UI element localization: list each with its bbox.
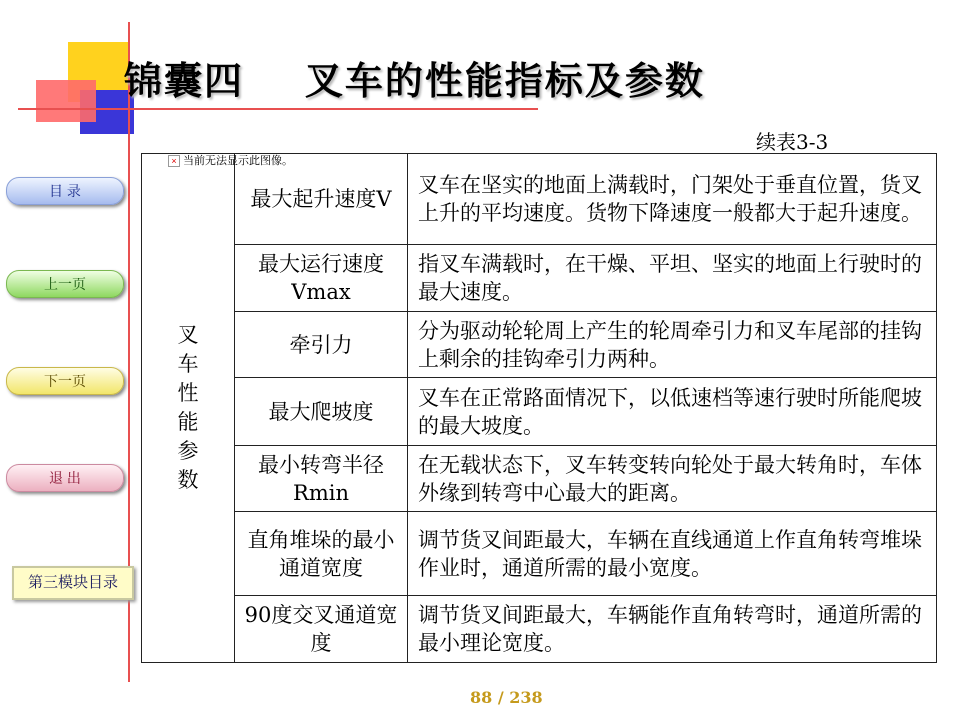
table-row	[142, 312, 937, 378]
param-name: 最大爬坡度	[235, 378, 408, 446]
param-desc: 指叉车满载时，在干燥、平坦、坚实的地面上行驶时的最大速度。	[408, 245, 937, 312]
slide-title: 锦囊四 叉车的性能指标及参数	[124, 58, 705, 103]
broken-image-icon: ×	[168, 155, 180, 167]
decor-red-square	[36, 80, 96, 122]
param-desc: 在无载状态下，叉车转变转向轮处于最大转角时，车体外缘到转弯中心最大的距离。	[408, 446, 937, 512]
param-name: 牵引力	[235, 312, 408, 378]
next-page-button[interactable]: 下一页	[6, 367, 124, 395]
decor-horizontal-line	[18, 108, 538, 110]
param-name: 90度交叉通道宽度	[235, 596, 408, 663]
table-row	[142, 154, 937, 245]
param-desc: 叉车在正常路面情况下，以低速档等速行驶时所能爬坡的最大坡度。	[408, 378, 937, 446]
exit-button[interactable]: 退 出	[6, 464, 124, 492]
param-desc: 分为驱动轮轮周上产生的轮周牵引力和叉车尾部的挂钩上剩余的挂钩牵引力两种。	[408, 312, 937, 378]
broken-image-placeholder: × 当前无法显示此图像。	[168, 154, 293, 168]
table-row	[142, 446, 937, 512]
param-desc: 调节货叉间距最大，车辆能作直角转弯时，通道所需的最小理论宽度。	[408, 596, 937, 663]
table-row	[142, 512, 937, 596]
table-continuation-label: 续表3-3	[756, 130, 829, 154]
page-indicator: 88 / 238	[470, 688, 543, 707]
param-name: 直角堆垛的最小通道宽度	[235, 512, 408, 596]
param-desc: 叉车在坚实的地面上满载时，门架处于垂直位置，货叉上升的平均速度。货物下降速度一般都大于起升速度。	[408, 154, 937, 245]
module-contents-button[interactable]: 第三模块目录	[12, 566, 134, 600]
table-row	[142, 596, 937, 663]
performance-table	[141, 153, 937, 663]
table-row	[142, 378, 937, 446]
param-name: 最大运行速度Vmax	[235, 245, 408, 312]
category-label: 叉车性能参数	[177, 323, 199, 492]
prev-page-button[interactable]: 上一页	[6, 270, 124, 298]
category-cell	[142, 154, 293, 663]
contents-button[interactable]: 目 录	[6, 177, 124, 205]
param-name: 最大起升速度V	[235, 154, 408, 245]
table-row	[142, 245, 937, 312]
param-desc: 调节货叉间距最大，车辆在直线通道上作直角转弯堆垛作业时，通道所需的最小宽度。	[408, 512, 937, 596]
param-name: 最小转弯半径Rmin	[235, 446, 408, 512]
